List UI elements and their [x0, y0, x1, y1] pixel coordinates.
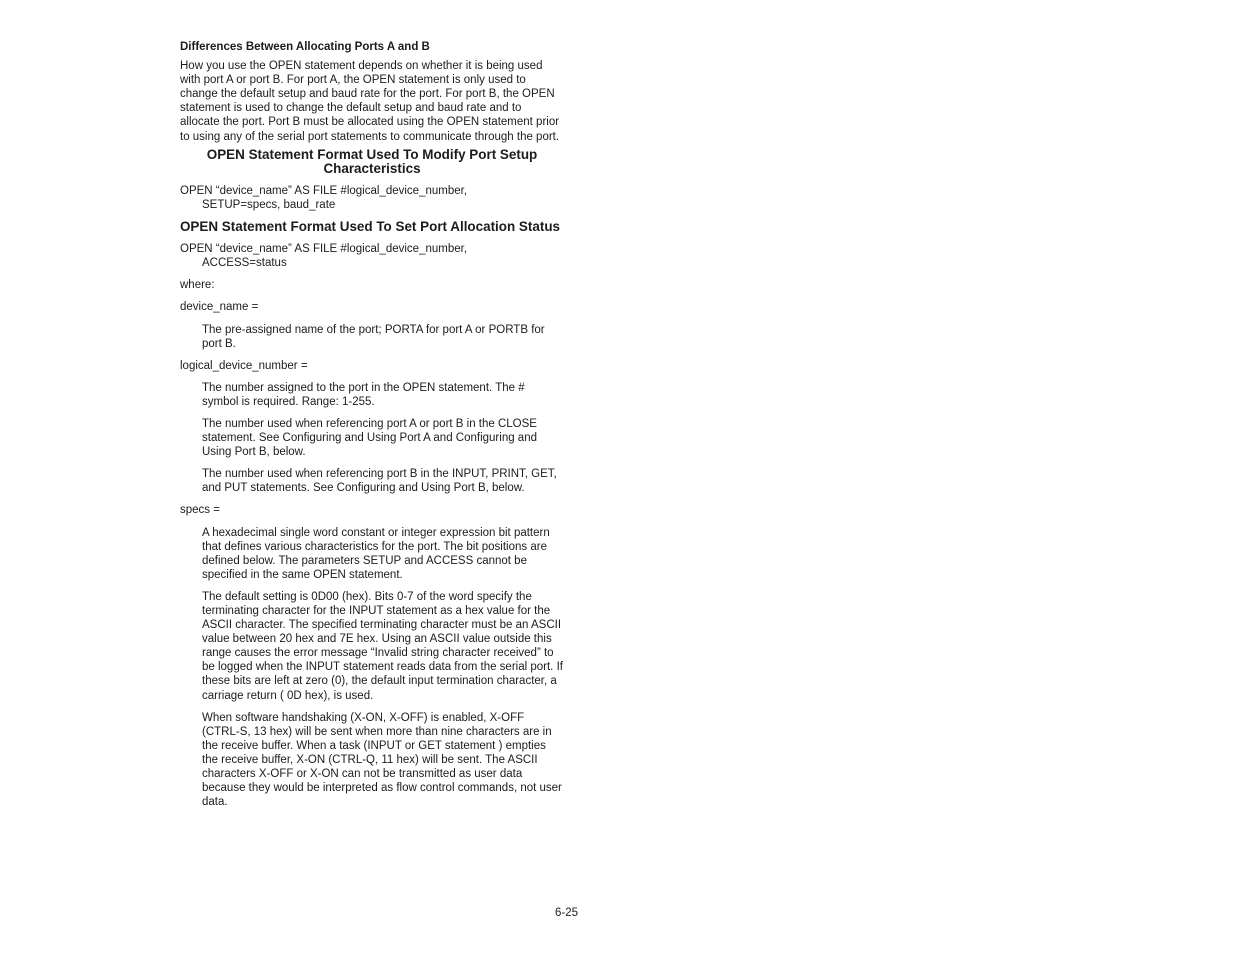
specs-term: specs = [180, 504, 220, 517]
specs-desc-2: The default setting is 0D00 (hex). Bits 0-7 of the word specify the terminating character for the INPUT statement as a hex value for the ASCII character. The specified terminating character must be an ASCII value between 20 hex and 7E hex. Using an ASCII value outside this range causes the error message “Invalid string character received” to be logged when the INPUT statement reads data from the serial port. If these bits are left at zero (0), the default input termination character, a carriage return ( 0D hex), is used. [202, 590, 563, 702]
format1-syntax [180, 184, 564, 212]
format2-title: OPEN Statement Format Used To Set Port Allocation Status [179, 219, 561, 235]
format2-syntax-line2: ACCESS=status [202, 257, 287, 270]
format1-title-line2: Characteristics [323, 160, 421, 176]
format1-syntax-line1: OPEN “device_name” AS FILE #logical_device_number, [180, 184, 468, 197]
format2-syntax-line1: OPEN “device_name” AS FILE #logical_device_number, [180, 243, 468, 256]
format1-title [180, 148, 564, 176]
format2-syntax [180, 242, 564, 270]
intro-paragraph: How you use the OPEN statement depends on whether it is being used with port A or port B. For port A, the OPEN statement is only used to change the default setup and baud rate for the port. For port B, the OPEN statement is used to change the default setup and baud rate and to allocate the port. Port B must be allocated using the OPEN statement prior to using any of the serial port statements to communicate through the port. [180, 60, 560, 143]
page-number: 6-25 [555, 907, 579, 919]
document-page [180, 40, 564, 817]
format1-syntax-line2: SETUP=specs, baud_rate [202, 198, 336, 211]
device-name-description: The pre-assigned name of the port; PORTA for port A or PORTB for port B. [202, 323, 545, 350]
section-heading: Differences Between Allocating Ports A and B [180, 41, 430, 53]
logical-device-number-desc-2: The number used when referencing port A or port B in the CLOSE statement. See Configuring and Using Port A and Configuring and Using Port B, below. [202, 417, 537, 459]
logical-device-number-term: logical_device_number = [180, 359, 308, 372]
device-name-term: device_name = [180, 301, 259, 314]
specs-desc-3: When software handshaking (X-ON, X-OFF) is enabled, X-OFF (CTRL-S, 13 hex) will be sent when more than nine characters are in the receive buffer. When a task (INPUT or GET statement ) empties the receive buffer, X-ON (CTRL-Q, 11 hex) will be sent. The ASCII characters X-OFF or X-ON can not be transmitted as user data because they would be interpreted as flow control commands, not user data. [202, 711, 562, 809]
where-label: where: [180, 279, 215, 292]
logical-device-number-desc-1: The number assigned to the port in the OPEN statement. The # symbol is required. Range: 1-255. [202, 381, 525, 408]
specs-desc-1: A hexadecimal single word constant or integer expression bit pattern that defines various characteristics for the port. The bit positions are defined below. The parameters SETUP and ACCESS cannot be specified in the same OPEN statement. [202, 526, 550, 581]
logical-device-number-desc-3: The number used when referencing port B in the INPUT, PRINT, GET, and PUT statements. See Configuring and Using Port B, below. [202, 468, 557, 495]
format1-title-line1: OPEN Statement Format Used To Modify Port Setup [206, 146, 538, 162]
